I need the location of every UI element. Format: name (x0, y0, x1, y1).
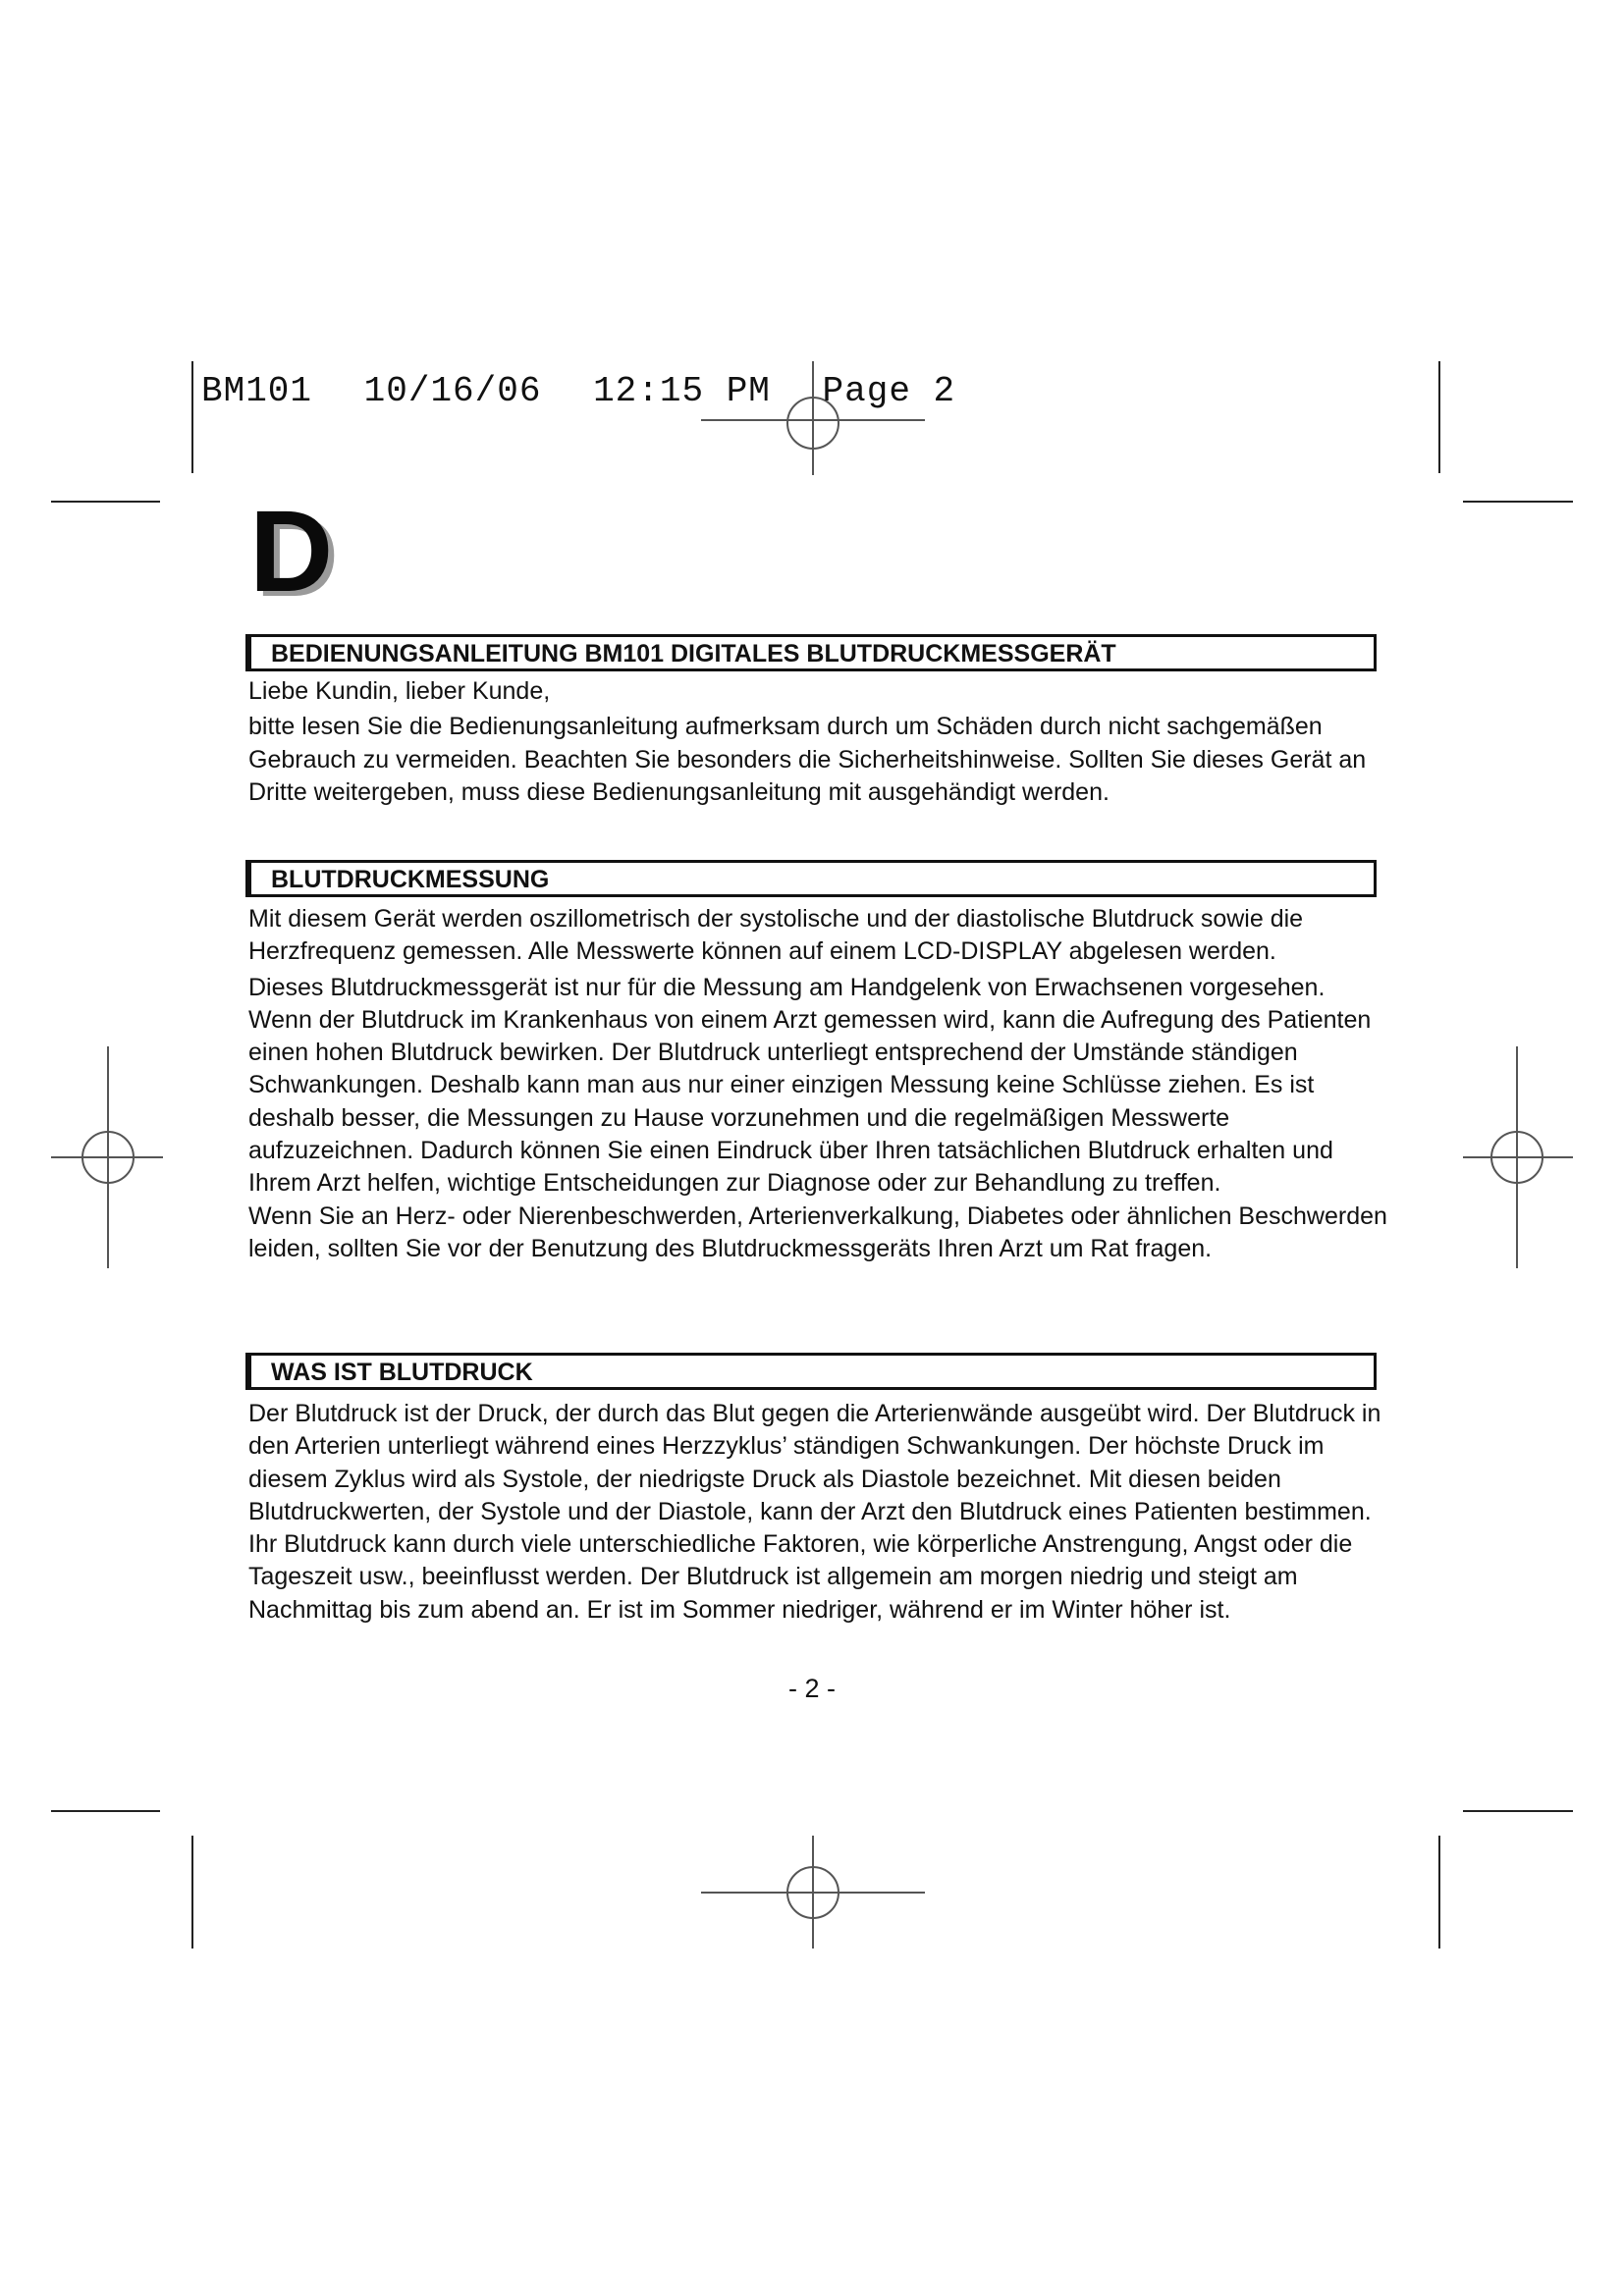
slug-file: BM101 (201, 371, 313, 411)
greeting: Liebe Kundin, lieber Kunde, (248, 677, 551, 705)
paragraph: Der Blutdruck ist der Druck, der durch das Blut gegen die Arterienwände ausgeübt wird. Der Blutdruck in den Arterien unterliegt während eines Herzzyklus’ ständigen Schwankungen. Der höchste Druck im diesem Zyklus wird als Systole, der niedrigste Druck als Diastole bezeichnet. Mit diesen beiden Blutdruckwerten, der Systole und der Diastole, kann der Arzt den Blutdruck eines Patienten bestimmen. Ihr Blutdruck kann durch viele unterschiedliche Faktoren, wie körperliche Anstrengung, Angst oder die Tageszeit usw., beeinflusst werden. Der Blutdruck ist allgemein am morgen niedrig und steigt am Nachmittag bis zum abend an. Er ist im Sommer niedriger, während er im Winter höher ist. (248, 1400, 1381, 1624)
registration-mark-left (51, 1046, 163, 1268)
section-header-manual (245, 634, 1377, 671)
page-number: - 2 - (787, 1674, 836, 1703)
definition-body (248, 1398, 1387, 1627)
paragraph: bitte lesen Sie die Bedienungsanleitung aufmerksam durch um Schäden durch nicht sachgemäßen Gebrauch zu vermeiden. Beachten Sie besonders die Sicherheitshinweise. Sollten Sie dieses Gerät an Dritte weitergeben, muss diese Bedienungsanleitung mit ausgehändigt werden. (248, 713, 1367, 806)
slug-time: 12:15 PM (593, 371, 771, 411)
slug-page: Page 2 (822, 371, 956, 411)
paragraph: Dieses Blutdruckmessgerät ist nur für die Messung am Handgelenk von Erwachsenen vorgesehen. Wenn der Blutdruck im Krankenhaus von einem Arzt gemessen wird, kann die Aufregung des Patienten einen hohen Blutdruck bewirken. Der Blutdruck unterliegt entsprechend der Umstände ständigen Schwankungen. Deshalb kann man aus nur einer einzigen Messung keine Schlüsse ziehen. Es ist deshalb besser, die Messungen zu Hause vorzunehmen und die regelmäßigen Messwerte aufzuzeichnen. Dadurch können Sie einen Eindruck über Ihren tatsächlichen Blutdruck erhalten und Ihrem Arzt helfen, wichtige Entscheidungen zur Diagnose oder zur Behandlung zu treffen. (248, 973, 1372, 1198)
paragraph: Mit diesem Gerät werden oszillometrisch der systolische und der diastolische Blutdruck sowie die Herzfrequenz gemessen. Alle Messwerte können auf einem LCD-DISPLAY abgelesen werden. (248, 905, 1304, 966)
print-slug (201, 371, 985, 411)
registration-mark-bottom (701, 1836, 925, 1949)
paragraph: Wenn Sie an Herz- oder Nierenbeschwerden, Arterienverkalkung, Diabetes oder ähnlichen Beschwerden leiden, sollten Sie vor der Benutzung des Blutdruckmessgeräts Ihren Arzt um Rat fragen. (248, 1201, 1387, 1262)
measurement-body (248, 903, 1387, 1265)
registration-mark-right (1463, 1046, 1573, 1268)
section-title: WAS IST BLUTDRUCK (271, 1359, 533, 1386)
slug-date: 10/16/06 (363, 371, 542, 411)
manual-body (248, 675, 1387, 809)
section-title: BLUTDRUCKMESSUNG (271, 866, 550, 893)
section-header-measurement (245, 860, 1377, 897)
section-header-definition (245, 1353, 1377, 1390)
language-letter: D (249, 487, 334, 616)
section-title: BEDIENUNGSANLEITUNG BM101 DIGITALES BLUTDRUCKMESSGERÄT (271, 640, 1116, 667)
